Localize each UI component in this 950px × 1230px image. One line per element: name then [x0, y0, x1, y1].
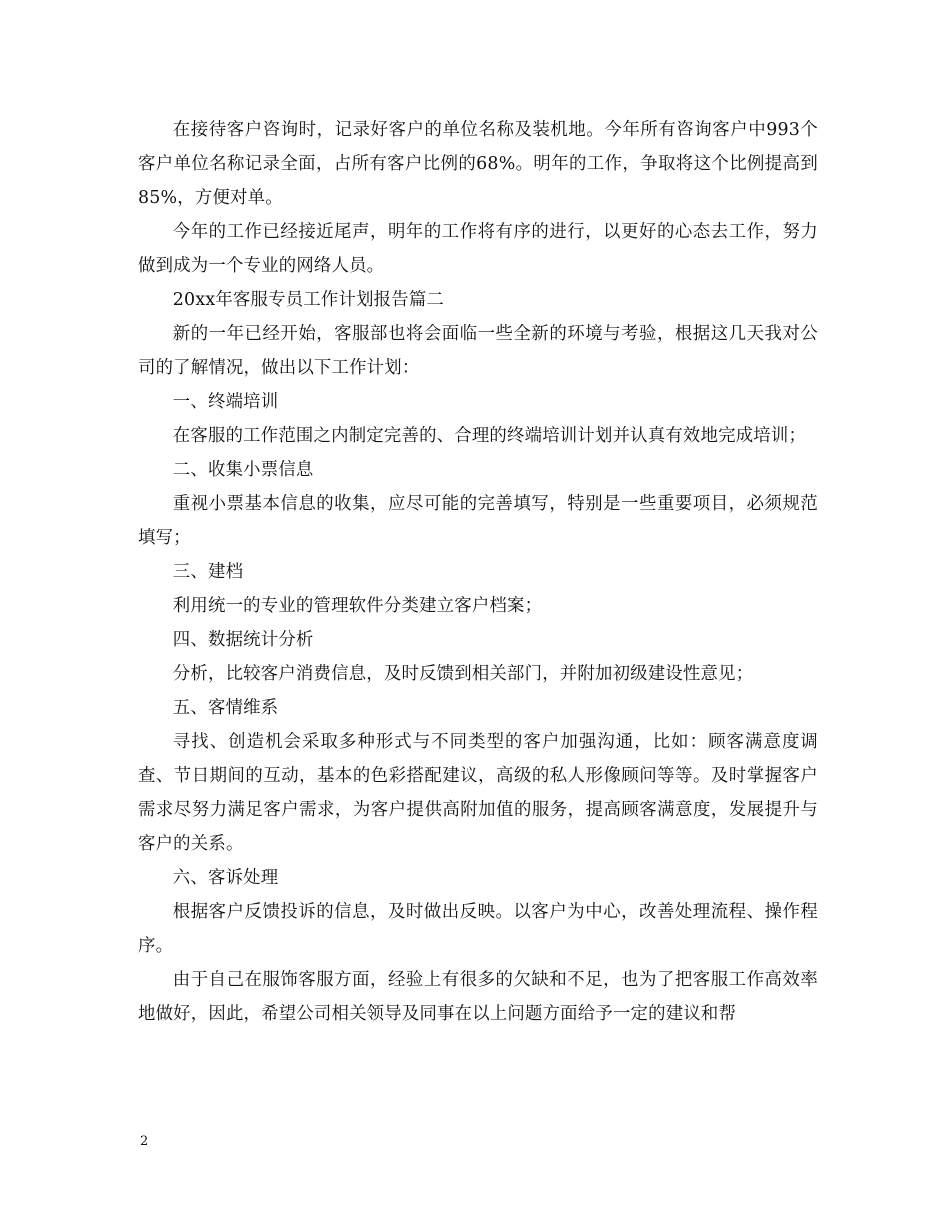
section-title: 20xx年客服专员工作计划报告篇二 [172, 290, 445, 310]
paragraph-consultation-records: 在接待客户咨询时，记录好客户的单位名称及装机地。今年所有咨询客户中993个客户单位名称记录全面，占所有客户比例的68%。明年的工作，争取将这个比例提高到85%，方便对单。 [138, 120, 818, 208]
paragraph-terminal-training: 在客服的工作范围之内制定完善的、合理的终端培训计划并认真有效地完成培训； [172, 426, 807, 446]
paragraph-year-end: 今年的工作已经接近尾声，明年的工作将有序的进行，以更好的心态去工作，努力做到成为一个专业的网络人员。 [138, 222, 818, 276]
heading-receipt-info: 二、收集小票信息 [172, 460, 314, 480]
paragraph-data-analysis: 分析，比较客户消费信息，及时反馈到相关部门，并附加初级建设性意见； [172, 664, 754, 684]
paragraph-closing: 由于自己在服饰客服方面，经验上有很多的欠缺和不足，也为了把客服工作高效率地做好，因此，希望公司相关领导及同事在以上问题方面给予一定的建议和帮 [138, 970, 818, 1024]
heading-customer-relations: 五、客情维系 [172, 698, 279, 718]
paragraph-customer-relations: 寻找、创造机会采取多种形式与不同类型的客户加强沟通，比如：顾客满意度调查、节日期间的互动，基本的色彩搭配建议，高级的私人形像顾问等等。及时掌握客户需求尽努力满足客户需求，为客户提供高附加值的服务，提高顾客满意度，发展提升与客户的关系。 [138, 732, 818, 854]
paragraph-complaint-handling: 根据客户反馈投诉的信息，及时做出反映。以客户为中心，改善处理流程、操作程序。 [138, 902, 818, 956]
heading-complaint-handling: 六、客诉处理 [172, 868, 279, 888]
paragraph-intro: 新的一年已经开始，客服部也将会面临一些全新的环境与考验，根据这几天我对公司的了解情况，做出以下工作计划： [138, 324, 818, 378]
page-number: 2 [140, 1134, 149, 1149]
paragraph-archive: 利用统一的专业的管理软件分类建立客户档案； [172, 596, 543, 616]
paragraph-receipt-info: 重视小票基本信息的收集，应尽可能的完善填写，特别是一些重要项目，必须规范填写； [138, 494, 818, 548]
heading-terminal-training: 一、终端培训 [172, 392, 279, 412]
heading-archive: 三、建档 [172, 562, 244, 582]
heading-data-analysis: 四、数据统计分析 [172, 630, 314, 650]
document-body [138, 113, 818, 1031]
